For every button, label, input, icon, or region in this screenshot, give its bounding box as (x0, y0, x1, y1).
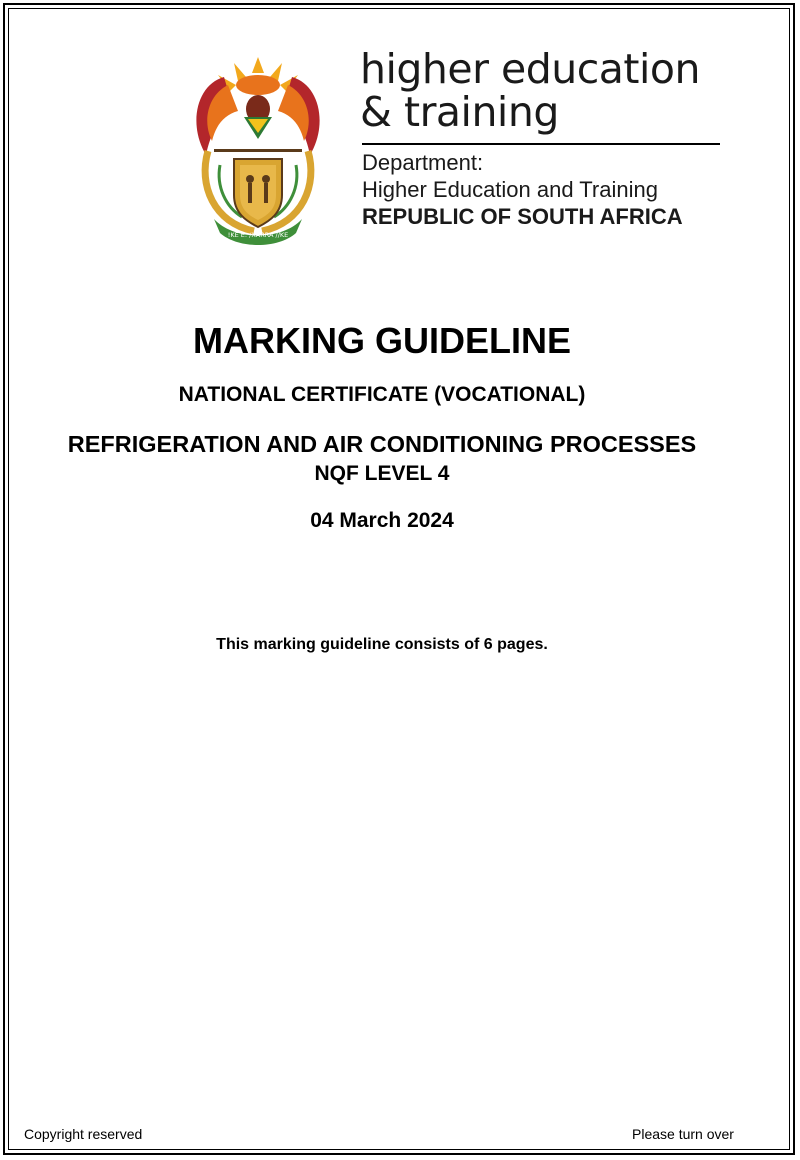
page-count-note: This marking guideline consists of 6 pages. (216, 636, 548, 653)
department-name: Higher Education and Training (362, 177, 658, 202)
brand-line-2: & training (360, 88, 559, 136)
brand-line-1: higher education (360, 45, 700, 93)
document-title: MARKING GUIDELINE (193, 320, 571, 361)
coat-of-arms-logo (184, 55, 332, 245)
crest-motto: !KE E: /XARRA //KE (227, 231, 289, 239)
brand-divider (362, 143, 720, 145)
nqf-level: NQF LEVEL 4 (314, 462, 450, 485)
department-label: Department: (362, 150, 484, 175)
sun-rays (218, 57, 298, 95)
footer-turn-over: Please turn over (632, 1126, 734, 1142)
subject-name: REFRIGERATION AND AIR CONDITIONING PROCESSES (67, 431, 697, 457)
certificate-name: NATIONAL CERTIFICATE (VOCATIONAL) (178, 383, 586, 406)
country-name: REPUBLIC OF SOUTH AFRICA (362, 204, 683, 229)
exam-date: 04 March 2024 (310, 509, 454, 532)
department-brand (360, 45, 740, 229)
footer-copyright: Copyright reserved (24, 1126, 143, 1142)
